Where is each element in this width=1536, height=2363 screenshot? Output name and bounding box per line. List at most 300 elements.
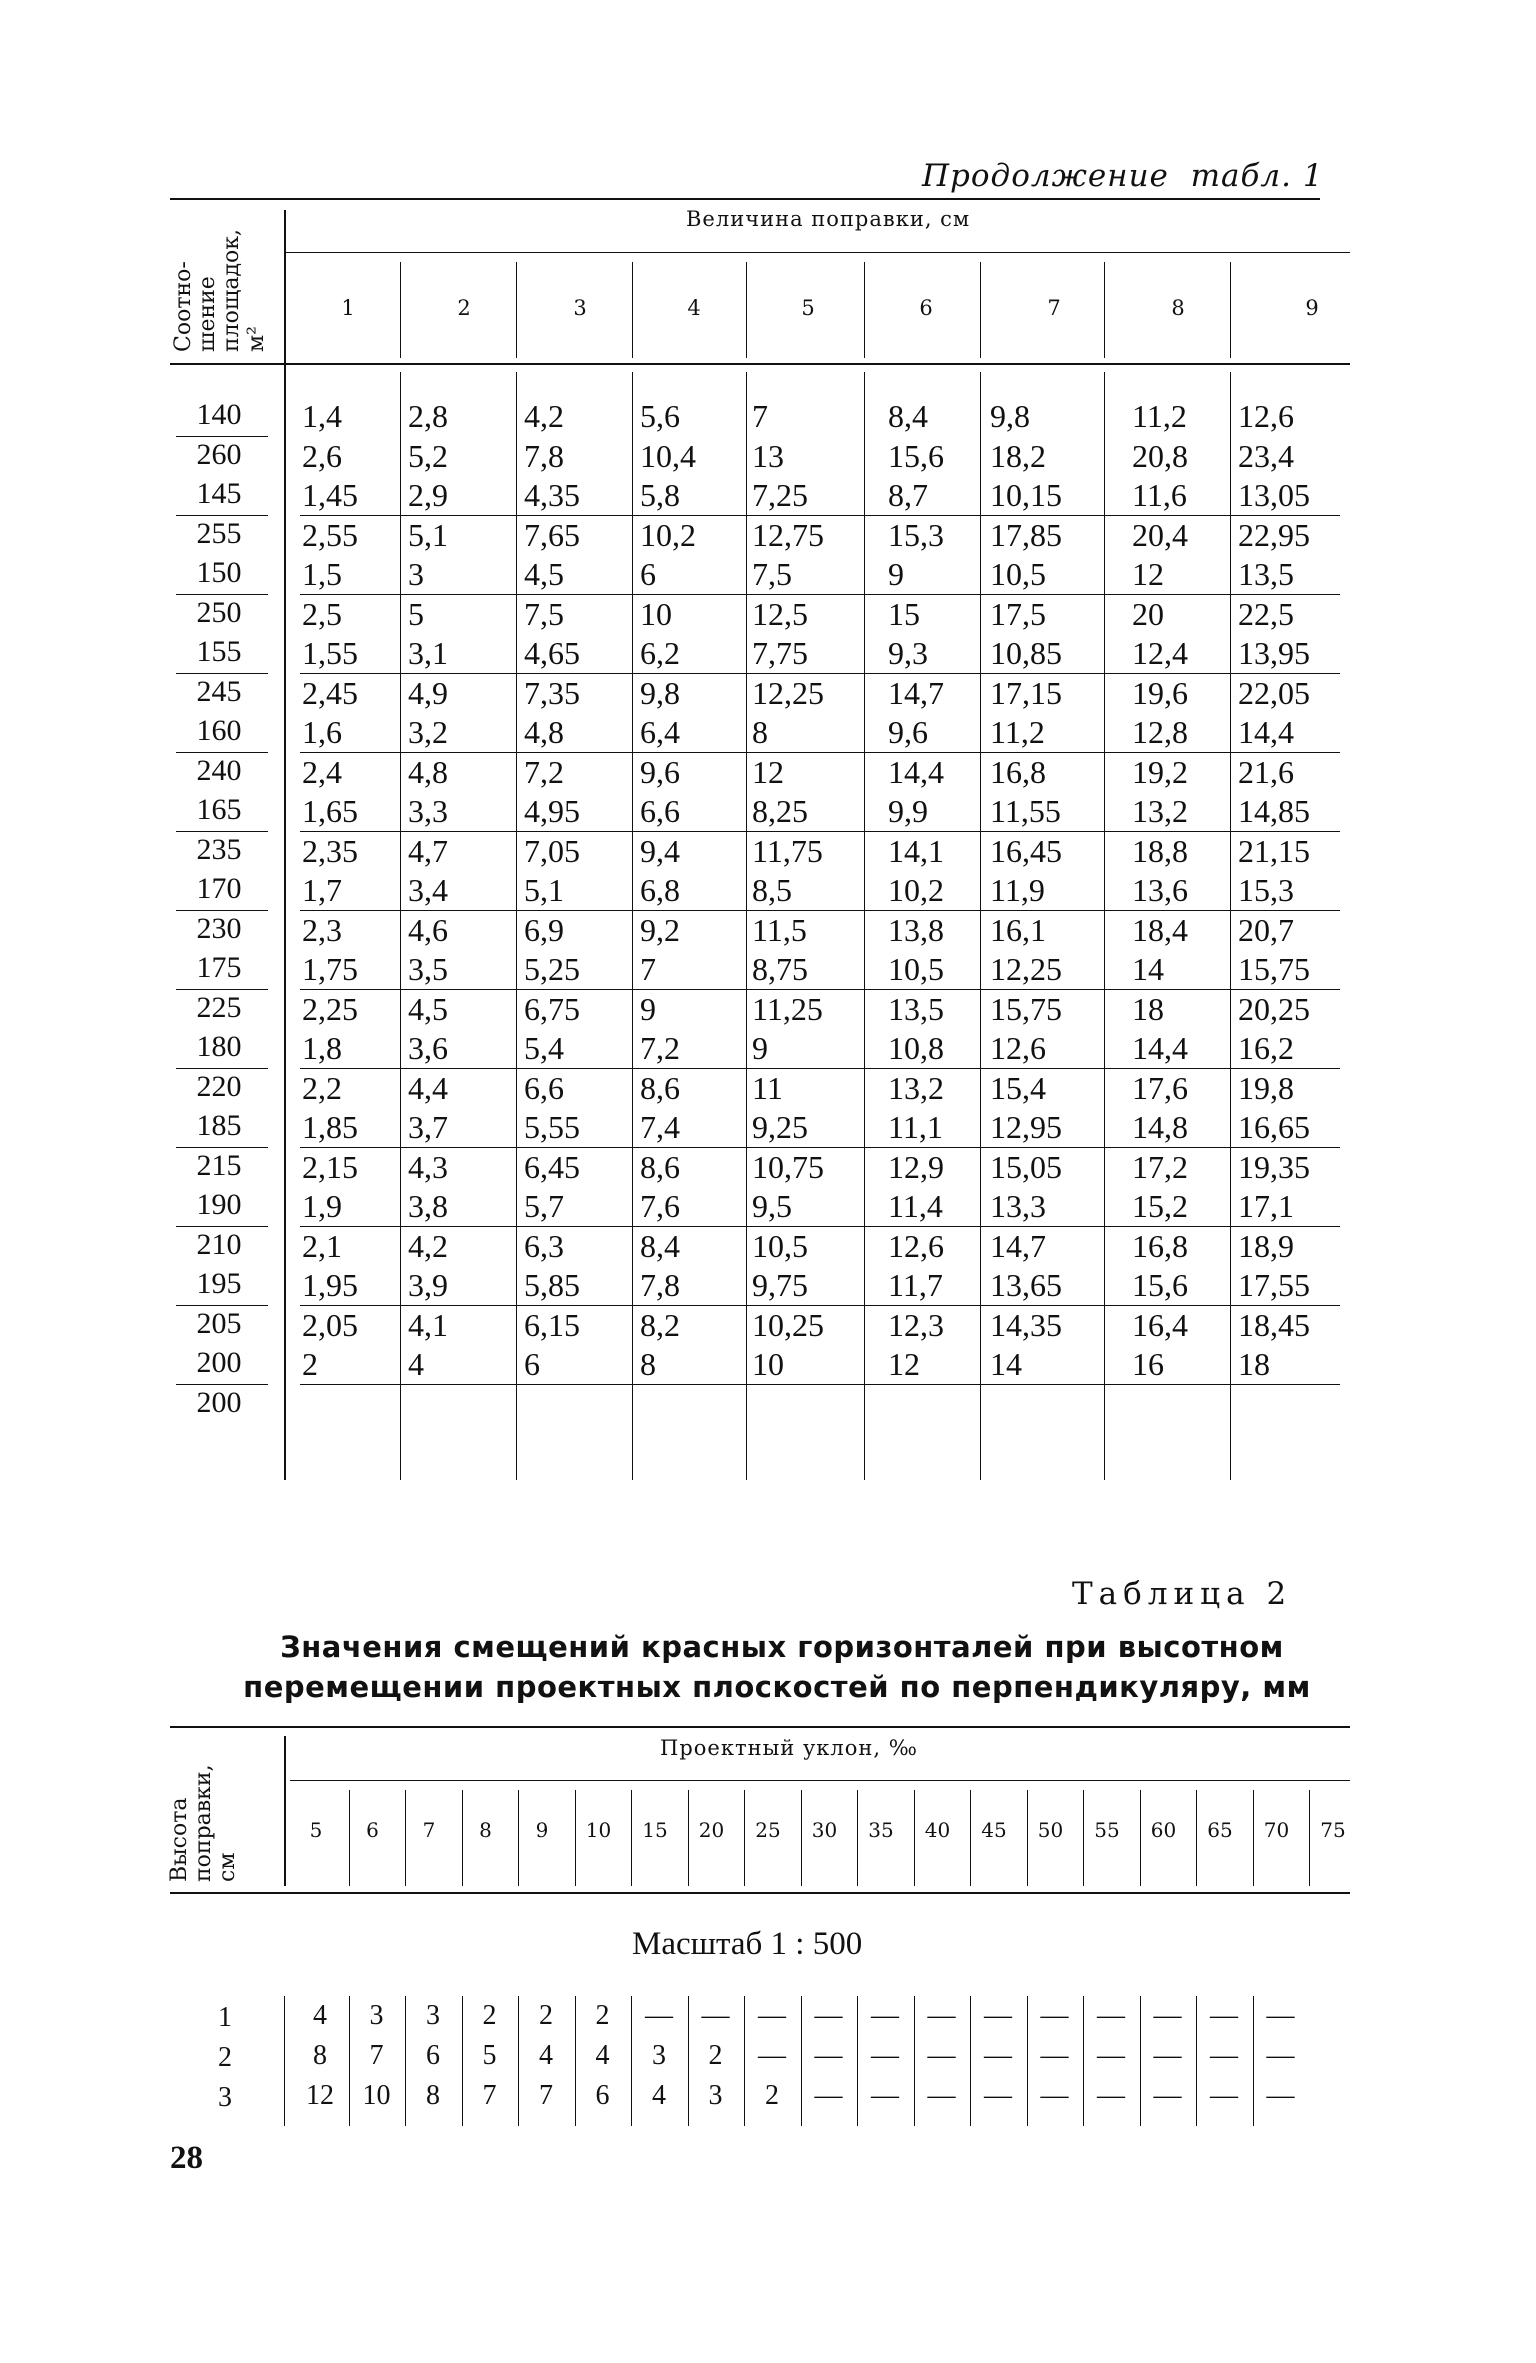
table1-cell: 5,2 [408, 437, 448, 474]
t2-cell: 3 [652, 2040, 666, 2071]
table1-cell: 10,75 [752, 1148, 824, 1185]
table1-cell: 6,6 [640, 793, 680, 829]
t2-cell: 4 [652, 2080, 666, 2111]
table1-cell: 8,5 [752, 872, 792, 908]
table1-cell: 8,4 [640, 1227, 680, 1264]
table1-cell: 12,25 [990, 951, 1062, 987]
table1-cell: 10,5 [888, 951, 944, 987]
table1-cell: 1,75 [302, 951, 358, 987]
table1-ratio: 220 [196, 1069, 242, 1103]
t2-row-label: 3 [218, 2082, 232, 2113]
table1-cell: 9,6 [640, 753, 680, 790]
t2-cell: 2 [708, 2040, 723, 2071]
table1-cell: 6,9 [524, 911, 564, 948]
t2-col-header: 75 [1320, 1818, 1346, 1842]
table1-cell: 12,6 [1238, 398, 1294, 434]
table1-cell: 14,4 [888, 753, 944, 790]
table1-cell: 17,15 [990, 674, 1062, 711]
table1-cell: 3,1 [408, 635, 448, 671]
table1-cell: 2,1 [302, 1227, 342, 1264]
table1-ratio: 215 [196, 1148, 242, 1182]
table1-cell: 1,7 [302, 872, 342, 908]
table1-cell: 18,8 [1132, 832, 1188, 869]
table1-cell: 2,2 [302, 1069, 342, 1106]
t2-cell: — [758, 2000, 786, 2031]
table1-cell: 4,1 [408, 1306, 448, 1343]
t2-cell: — [758, 2040, 786, 2071]
table1-cell: 6 [524, 1346, 540, 1382]
t2-col-header: 6 [366, 1818, 379, 1842]
t2-cell: — [1097, 2040, 1125, 2071]
table1-cell: 2 [302, 1346, 318, 1382]
table1-cell: 17,5 [990, 595, 1046, 632]
table1-col-4: 4 [687, 296, 701, 320]
table1-cell: 11,6 [1132, 477, 1187, 513]
table1-cell: 6,15 [524, 1306, 580, 1343]
t2-cell: — [814, 2080, 843, 2111]
table1-cell: 8,25 [752, 793, 808, 829]
table1-cell: 2,3 [302, 911, 342, 948]
table1-cell: 16,8 [1132, 1227, 1188, 1264]
table1-cell: 4,95 [524, 793, 580, 829]
t2-cell: — [814, 2040, 843, 2071]
t2-cell: 2 [482, 2000, 497, 2031]
table1-cell: 1,65 [302, 793, 358, 829]
table1-cell: 12,6 [990, 1030, 1046, 1066]
table1-ratio: 205 [196, 1306, 242, 1340]
table1-cell: 19,6 [1132, 674, 1188, 711]
table1-cell: 6,8 [640, 872, 680, 908]
table1-ratio: 140 [196, 398, 242, 431]
table1-cell: 6,4 [640, 714, 680, 750]
table1-cell: 9,6 [888, 714, 928, 750]
table1-cell: 1,4 [302, 398, 342, 434]
table1-row-header: Соотно- шение площадок, м² [171, 229, 269, 352]
table1-cell: 18 [1132, 990, 1164, 1027]
table1-cell: 22,5 [1238, 595, 1294, 632]
t2-cell: 2 [765, 2080, 779, 2111]
table1-cell: 6,3 [524, 1227, 564, 1264]
table1-cell: 20,25 [1238, 990, 1310, 1027]
table1-ratio: 200 [196, 1346, 242, 1379]
table1-cell: 2,55 [302, 516, 358, 553]
table1-cell: 20,7 [1238, 911, 1294, 948]
table1-cell: 18 [1238, 1346, 1270, 1382]
table1-cell: 7 [752, 398, 768, 434]
t2-cell: 3 [708, 2080, 723, 2111]
t2-cell: 4 [313, 2000, 327, 2031]
table1-ratio: 150 [196, 556, 242, 589]
table1-cell: 20,8 [1132, 437, 1188, 474]
table1-cell: 4,2 [408, 1227, 448, 1264]
table1-cell: 3,8 [408, 1188, 448, 1224]
table2-label: Таблица 2 [1072, 1576, 1293, 1612]
t2-col-header: 20 [698, 1818, 725, 1842]
table1-cell: 8,6 [640, 1148, 680, 1185]
table1-cell: 11,2 [1132, 398, 1187, 434]
scale-label: Масштаб 1 : 500 [632, 1926, 863, 1962]
table1-cell: 12,95 [990, 1109, 1062, 1145]
table1-cell: 14 [990, 1346, 1022, 1382]
table1-cell: 14 [1132, 951, 1164, 987]
table1-cell: 1,6 [302, 714, 342, 750]
table1-cell: 16,45 [990, 832, 1062, 869]
table1-cell: 14,8 [1132, 1109, 1188, 1145]
table1-cell: 16,8 [990, 753, 1046, 790]
table1-cell: 5,7 [524, 1188, 564, 1224]
table1-cell: 15,75 [1238, 951, 1310, 987]
table1-cell: 5,6 [640, 398, 680, 434]
table1-ratio: 185 [196, 1109, 242, 1142]
table1-ratio: 165 [196, 793, 242, 826]
t2-cell: 3 [426, 2000, 440, 2031]
table1-cell: 20 [1132, 595, 1164, 632]
table1-cell: 3,7 [408, 1109, 448, 1145]
t2-col-header: 30 [811, 1818, 838, 1842]
table1-cell: 15,4 [990, 1069, 1046, 1106]
t2-cell: — [927, 2000, 956, 2031]
table1-cell: 17,6 [1132, 1069, 1188, 1106]
table1-cell: 5,4 [524, 1030, 564, 1066]
table1-col-5: 5 [801, 296, 815, 320]
table1-cell: 9,2 [640, 911, 680, 948]
table1-cell: 7,5 [752, 556, 792, 592]
table1-cell: 3,3 [408, 793, 448, 829]
table1-cell: 13,65 [990, 1267, 1062, 1303]
table1-col-2: 2 [457, 296, 471, 320]
table1-cell: 12 [752, 753, 784, 790]
t2-col-header: 35 [868, 1818, 894, 1842]
table1-cell: 11,75 [752, 832, 823, 869]
table1-cell: 17,55 [1238, 1267, 1310, 1303]
table1-cell: 13,3 [990, 1188, 1046, 1224]
table1-cell: 6,2 [640, 635, 680, 671]
table1-ratio: 170 [196, 872, 242, 905]
table1-cell: 18,45 [1238, 1306, 1310, 1343]
table1-cell: 8 [752, 714, 768, 750]
table1-cell: 19,2 [1132, 753, 1188, 790]
table1-ratio: 200 [196, 1385, 242, 1419]
table1-cell: 21,15 [1238, 832, 1310, 869]
table1-cell: 7,65 [524, 516, 580, 553]
table1-cell: 3,5 [408, 951, 448, 987]
table1-cell: 9,25 [752, 1109, 808, 1145]
t2-cell: — [1040, 2080, 1069, 2111]
table1-cell: 11,55 [990, 793, 1061, 829]
table1-cell: 14,7 [990, 1227, 1046, 1264]
table1-cell: 9 [640, 990, 656, 1027]
table1-cell: 1,85 [302, 1109, 358, 1145]
table1-cell: 13,2 [1132, 793, 1188, 829]
table1-cell: 5,8 [640, 477, 680, 513]
table1-cell: 18,4 [1132, 911, 1188, 948]
table1-ratio: 230 [196, 911, 242, 945]
table1-cell: 4,6 [408, 911, 448, 948]
continuation-title: Продолжение табл. 1 [922, 158, 1324, 194]
table1-cell: 9,75 [752, 1267, 808, 1303]
table1-ratio: 245 [196, 674, 242, 708]
t2-cell: — [984, 2080, 1012, 2111]
table1-cell: 10,5 [752, 1227, 808, 1264]
table1-cell: 2,6 [302, 437, 342, 474]
table1-cell: 15,3 [1238, 872, 1294, 908]
table1-cell: 16,1 [990, 911, 1046, 948]
table1-cell: 11,5 [752, 911, 807, 948]
t2-cell: 10 [362, 2080, 391, 2111]
table1-cell: 1,95 [302, 1267, 358, 1303]
table1-cell: 7,2 [640, 1030, 680, 1066]
table1-cell: 16,65 [1238, 1109, 1310, 1145]
t2-cell: — [1097, 2000, 1125, 2031]
table1-cell: 6 [640, 556, 656, 592]
table1-cell: 2,9 [408, 477, 448, 513]
t2-cell: — [1266, 2080, 1295, 2111]
page-number: 28 [170, 2140, 203, 2176]
table1-cell: 8,4 [888, 398, 928, 434]
table1-cell: 10 [640, 595, 672, 632]
table1-cell: 1,9 [302, 1188, 342, 1224]
table1-cell: 12,6 [888, 1227, 944, 1264]
table1-cell: 4,2 [524, 398, 564, 434]
t2-cell: — [1153, 2040, 1182, 2071]
table1-cell: 15,2 [1132, 1188, 1188, 1224]
t2-cell: — [645, 2000, 673, 2031]
table1-cell: 16,4 [1132, 1306, 1188, 1343]
table1-cell: 23,4 [1238, 437, 1294, 474]
table2-column-group-header: Проектный уклон, ‰ [660, 1736, 918, 1760]
t2-row-label: 1 [218, 2002, 232, 2033]
table1-cell: 10,4 [640, 437, 696, 474]
table1-ratio: 180 [196, 1030, 242, 1063]
table1-cell: 2,4 [302, 753, 342, 790]
table1-cell: 13,05 [1238, 477, 1310, 513]
t2-cell: — [814, 2000, 843, 2031]
t2-cell: — [927, 2040, 956, 2071]
table1-cell: 4,4 [408, 1069, 448, 1106]
table1-cell: 5,55 [524, 1109, 580, 1145]
table1-col-3: 3 [573, 296, 587, 320]
table1-cell: 12 [1132, 556, 1164, 592]
table1-cell: 12 [888, 1346, 920, 1382]
table1-cell: 4,8 [408, 753, 448, 790]
table1-cell: 13,95 [1238, 635, 1310, 671]
table1-cell: 10,8 [888, 1030, 944, 1066]
table1-cell: 7,25 [752, 477, 808, 513]
table1-cell: 12,25 [752, 674, 824, 711]
table1-cell: 11,7 [888, 1267, 943, 1303]
t2-cell: — [1210, 2040, 1238, 2071]
table1-cell: 10,5 [990, 556, 1046, 592]
t2-cell: 2 [539, 2000, 553, 2031]
table1-cell: 10,25 [752, 1306, 824, 1343]
t2-col-header: 55 [1094, 1818, 1120, 1842]
table1-cell: 15,6 [1132, 1267, 1188, 1303]
t2-cell: 7 [482, 2080, 497, 2111]
table1-ratio: 250 [196, 595, 242, 629]
t2-col-header: 50 [1037, 1818, 1064, 1842]
table1-cell: 4,3 [408, 1148, 448, 1185]
table1-cell: 9,3 [888, 635, 928, 671]
table1-col-6: 6 [919, 296, 933, 320]
table1-cell: 10,2 [640, 516, 696, 553]
table1-cell: 5,1 [524, 872, 564, 908]
table1-ratio: 225 [196, 990, 242, 1024]
t2-cell: 2 [595, 2000, 610, 2031]
table1-cell: 21,6 [1238, 753, 1294, 790]
table1-cell: 9,8 [990, 398, 1030, 434]
table1-cell: 17,2 [1132, 1148, 1188, 1185]
table1-cell: 7,4 [640, 1109, 680, 1145]
table1-cell: 4,35 [524, 477, 580, 513]
table1-cell: 10,15 [990, 477, 1062, 513]
table1-cell: 14,4 [1132, 1030, 1188, 1066]
table1-cell: 10 [752, 1346, 784, 1382]
table1-cell: 4,65 [524, 635, 580, 671]
table1-cell: 15,6 [888, 437, 944, 474]
table1-cell: 12,9 [888, 1148, 944, 1185]
table1-ratio: 195 [196, 1267, 242, 1300]
table1-cell: 7 [640, 951, 656, 987]
table1-cell: 1,5 [302, 556, 342, 592]
table1-cell: 11,2 [990, 714, 1045, 750]
table1-cell: 9 [752, 1030, 768, 1066]
table1-cell: 14,85 [1238, 793, 1310, 829]
table1-cell: 8,75 [752, 951, 808, 987]
t2-col-header: 65 [1207, 1818, 1233, 1842]
table1-cell: 2,25 [302, 990, 358, 1027]
table1-cell: 9,4 [640, 832, 680, 869]
table1-cell: 11,1 [888, 1109, 943, 1145]
t2-cell: — [984, 2040, 1012, 2071]
table1-cell: 7,8 [640, 1267, 680, 1303]
table1-cell: 9,9 [888, 793, 928, 829]
t2-cell: — [1097, 2080, 1125, 2111]
t2-cell: — [1210, 2080, 1238, 2111]
table1-ratio: 210 [196, 1227, 242, 1261]
table1-cell: 7,75 [752, 635, 808, 671]
t2-col-header: 10 [585, 1818, 612, 1842]
t2-cell: — [871, 2080, 899, 2111]
t2-col-header: 9 [535, 1818, 549, 1842]
table1-cell: 18,9 [1238, 1227, 1294, 1264]
table1-cell: 13,2 [888, 1069, 944, 1106]
t2-col-header: 15 [642, 1818, 668, 1842]
t2-cell: — [927, 2080, 956, 2111]
table1-cell: 2,45 [302, 674, 358, 711]
table1-ratio: 190 [196, 1188, 242, 1221]
t2-cell: — [1040, 2000, 1069, 2031]
t2-cell: — [1153, 2080, 1182, 2111]
t2-col-header: 8 [479, 1818, 492, 1842]
table1-cell: 3,6 [408, 1030, 448, 1066]
table1-col-7: 7 [1047, 296, 1061, 320]
table1-cell: 15,05 [990, 1148, 1062, 1185]
table1-cell: 13,5 [1238, 556, 1294, 592]
t2-col-header: 25 [755, 1818, 781, 1842]
table1-cell: 1,45 [302, 477, 358, 513]
t2-cell: — [984, 2000, 1012, 2031]
t2-col-header: 60 [1150, 1818, 1177, 1842]
table1-cell: 7,2 [524, 753, 564, 790]
table1-cell: 14,7 [888, 674, 944, 711]
table1-cell: 9,5 [752, 1188, 792, 1224]
t2-cell: — [1266, 2000, 1295, 2031]
table1-cell: 11,25 [752, 990, 823, 1027]
table1-cell: 15 [888, 595, 920, 632]
table1-cell: 15,3 [888, 516, 944, 553]
table1-cell: 8 [640, 1346, 656, 1382]
table1-cell: 7,05 [524, 832, 580, 869]
table1-cell: 13,6 [1132, 872, 1188, 908]
table1-cell: 19,35 [1238, 1148, 1310, 1185]
table1-cell: 7,5 [524, 595, 564, 632]
table1-cell: 2,5 [302, 595, 342, 632]
table1-cell: 7,6 [640, 1188, 680, 1224]
t2-cell: — [1040, 2040, 1069, 2071]
table1-cell: 4,5 [524, 556, 564, 592]
table1-cell: 11 [752, 1069, 783, 1106]
table1-cell: 4 [408, 1346, 424, 1382]
table1-ratio: 145 [196, 477, 242, 510]
t2-cell: 6 [595, 2080, 610, 2111]
table1-cell: 7,8 [524, 437, 564, 474]
table1-cell: 4,8 [524, 714, 564, 750]
table1-cell: 9 [888, 556, 904, 592]
table1-cell: 22,05 [1238, 674, 1310, 711]
table1-cell: 3 [408, 556, 424, 592]
table1-cell: 12,8 [1132, 714, 1188, 750]
table1-cell: 12,5 [752, 595, 808, 632]
table1-cell: 16 [1132, 1346, 1164, 1382]
table2-caption-line1: Значения смещений красных горизонталей при высотном [280, 1630, 1284, 1664]
table1-cell: 3,4 [408, 872, 448, 908]
t2-cell: 7 [539, 2080, 553, 2111]
table1-cell: 3,2 [408, 714, 448, 750]
table2-row-header: Высота поправки, см [167, 1764, 241, 1882]
table1-cell: 2,8 [408, 398, 448, 434]
table1-cell: 5,1 [408, 516, 448, 553]
t2-cell: — [1210, 2000, 1238, 2031]
table1-cell: 1,8 [302, 1030, 342, 1066]
table1-col-9: 9 [1305, 296, 1319, 320]
t2-cell: 12 [306, 2080, 334, 2111]
table1-cell: 12,75 [752, 516, 824, 553]
t2-col-header: 40 [924, 1818, 951, 1842]
t2-row-label: 2 [218, 2042, 232, 2073]
table1-cell: 12,4 [1132, 635, 1188, 671]
t2-cell: — [1266, 2040, 1295, 2071]
table1-cell: 4,5 [408, 990, 448, 1027]
table1-cell: 13 [752, 437, 784, 474]
table1-cell: 2,15 [302, 1148, 358, 1185]
table1-cell: 5,85 [524, 1267, 580, 1303]
table1-cell: 13,8 [888, 911, 944, 948]
table1-col-8: 8 [1171, 296, 1185, 320]
table1-cell: 17,85 [990, 516, 1062, 553]
table1-ratio: 160 [196, 714, 242, 747]
table1-cell: 6,45 [524, 1148, 580, 1185]
table1-ratio: 260 [196, 437, 242, 471]
t2-col-header: 7 [422, 1818, 436, 1842]
table1-ratio: 155 [196, 635, 242, 668]
table1-cell: 3,9 [408, 1267, 448, 1303]
table1-cell: 14,1 [888, 832, 944, 869]
table1-cell: 1,55 [302, 635, 358, 671]
t2-col-header: 70 [1263, 1818, 1290, 1842]
table1-cell: 12,3 [888, 1306, 944, 1343]
t2-cell: 8 [313, 2040, 327, 2071]
table1-column-group-header: Величина поправки, см [686, 207, 971, 231]
